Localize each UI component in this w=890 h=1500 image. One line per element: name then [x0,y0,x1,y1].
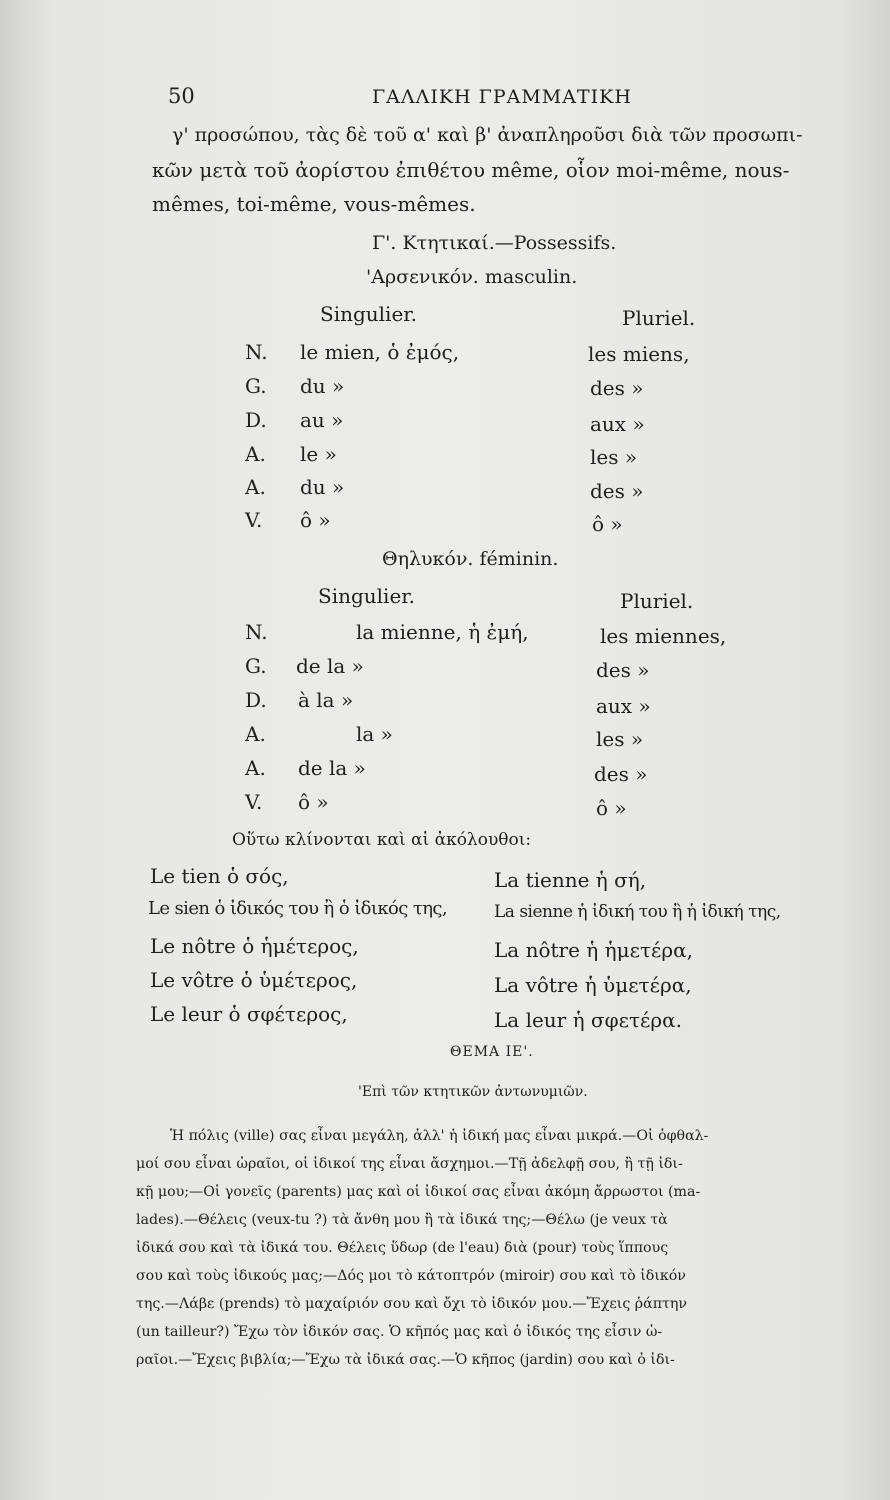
plural-form: ô » [592,512,623,536]
pluriel-heading: Pluriel. [622,306,696,330]
section-heading: Γ'. Κτητικαί.—Possessifs. [372,232,617,254]
example-right: La sienne ἡ ἰδική του ἢ ἡ ἰδική της, [494,902,781,922]
singular-form: du » [300,475,345,499]
running-title: ΓΑΛΛΙΚΗ ΓΡΑΜΜΑΤΙΚΗ [372,86,632,108]
example-right: La tienne ἡ σή, [494,868,647,892]
singular-form: la » [356,722,393,746]
exercise-line: της.—Λάβε (prends) τὸ μαχαίριόν σου καὶ ὄχι τὸ ἰδικόν μου.—Ἔχεις ῥάπτην [136,1296,688,1312]
exercise-line: σου καὶ τοὺς ἰδικούς μας;—Δός μοι τὸ κάτοπτρόν (miroir) σου καὶ τὸ ἰδικόν [136,1268,686,1284]
theme-title: ΘΕΜΑ ΙΕ'. [450,1044,534,1060]
singular-form: au » [300,408,344,432]
singular-form: de la » [298,756,366,780]
example-left: Le vôtre ὁ ὑμέτερος, [150,968,358,992]
singular-form: à la » [298,688,354,712]
plural-form: aux » [590,412,645,436]
exercise-line: μοί σου εἶναι ὡραῖοι, οἱ ἰδικοί της εἶναι ἄσχημοι.—Τῇ ἀδελφῇ σου, ἢ τῇ ἰδι- [136,1156,683,1172]
plural-form: des » [590,479,644,503]
plural-form: des » [590,376,644,400]
plural-form: aux » [596,694,651,718]
plural-form: des » [596,658,650,682]
plural-form: les miennes, [600,624,727,648]
exercise-line: lades).—Θέλεις (veux-tu ?) τὰ ἄνθη μου ἢ τὰ ἰδικά της;—Θέλω (je veux τὰ [136,1212,668,1228]
example-right: La vôtre ἡ ὑμετέρα, [494,973,692,997]
intro-line-1: γ' προσώπου, τὰς δὲ τοῦ α' καὶ β' ἀναπληροῦσι διὰ τῶν προσωπι- [172,124,803,146]
case-label: G. [245,654,267,678]
singular-form: le mien, ὁ ἐμός, [300,340,460,364]
case-label: A. [245,442,266,466]
exercise-line: ραῖοι.—Ἔχεις βιβλία;—Ἔχω τὰ ἰδικά σας.—Ὁ κῆπος (jardin) σου καὶ ὁ ἰδι- [136,1352,675,1368]
example-left: Le nôtre ὁ ἡμέτερος, [150,934,359,958]
singular-form: ô » [298,790,329,814]
example-left: Le leur ὁ σφέτερος, [150,1002,348,1026]
case-label: N. [245,620,268,644]
plural-form: les » [596,727,644,751]
theme-subtitle: 'Επὶ τῶν κτητικῶν ἀντωνυμιῶν. [358,1084,588,1100]
case-label: G. [245,374,267,398]
feminine-label: Θηλυκόν. féminin. [382,548,559,570]
singular-form: la mienne, ἡ ἐμή, [356,620,529,644]
exercise-line: ἰδικά σου καὶ τὰ ἰδικά του. Θέλεις ὕδωρ (de l'eau) διὰ (pour) τοὺς ἵππους [136,1240,669,1256]
singular-form: de la » [296,654,364,678]
singulier-heading: Singulier. [318,584,416,608]
case-label: A. [245,475,266,499]
plural-form: les » [590,445,638,469]
case-label: V. [245,790,263,814]
plural-form: les miens, [588,342,690,366]
exercise-line: Ἡ πόλις (ville) σας εἶναι μεγάλη, ἀλλ' ἡ ἰδική μας εἶναι μικρά.—Οἱ ὀφθαλ- [170,1128,709,1144]
singular-form: du » [300,374,345,398]
plural-form: des » [594,762,648,786]
singulier-heading: Singulier. [320,302,418,326]
case-label: D. [245,688,267,712]
exercise-line: (un tailleur?) Ἔχω τὸν ἰδικόν σας. Ὁ κῆπός μας καὶ ὁ ἰδικός της εἶσιν ὡ- [136,1324,663,1340]
intro-line-2: κῶν μετὰ τοῦ ἀορίστου ἐπιθέτου même, οἷον moi-même, nous- [152,158,790,182]
declension-note: Οὕτω κλίνονται καὶ αἱ ἀκόλουθοι: [232,830,532,850]
singular-form: ô » [300,508,331,532]
example-left: Le tien ὁ σός, [150,864,289,888]
singular-form: le » [300,442,337,466]
page-number: 50 [168,84,195,108]
example-left: Le sien ὁ ἰδικός του ἢ ὁ ἰδικός της, [148,898,447,919]
example-right: La leur ἡ σφετέρα. [494,1008,682,1032]
case-label: N. [245,340,268,364]
case-label: A. [245,756,266,780]
masculine-label: 'Αρσενικόν. masculin. [366,266,578,288]
plural-form: ô » [596,796,627,820]
example-right: La nôtre ἡ ἡμετέρα, [494,938,694,962]
pluriel-heading: Pluriel. [620,589,694,613]
exercise-line: κῇ μου;—Οἱ γονεῖς (parents) μας καὶ οἱ ἰδικοί σας εἶναι ἀκόμη ἄρρωστοι (ma- [136,1184,701,1200]
intro-line-3: mêmes, toi-même, vous-mêmes. [152,192,476,216]
case-label: V. [245,508,263,532]
case-label: D. [245,408,267,432]
case-label: A. [245,722,266,746]
